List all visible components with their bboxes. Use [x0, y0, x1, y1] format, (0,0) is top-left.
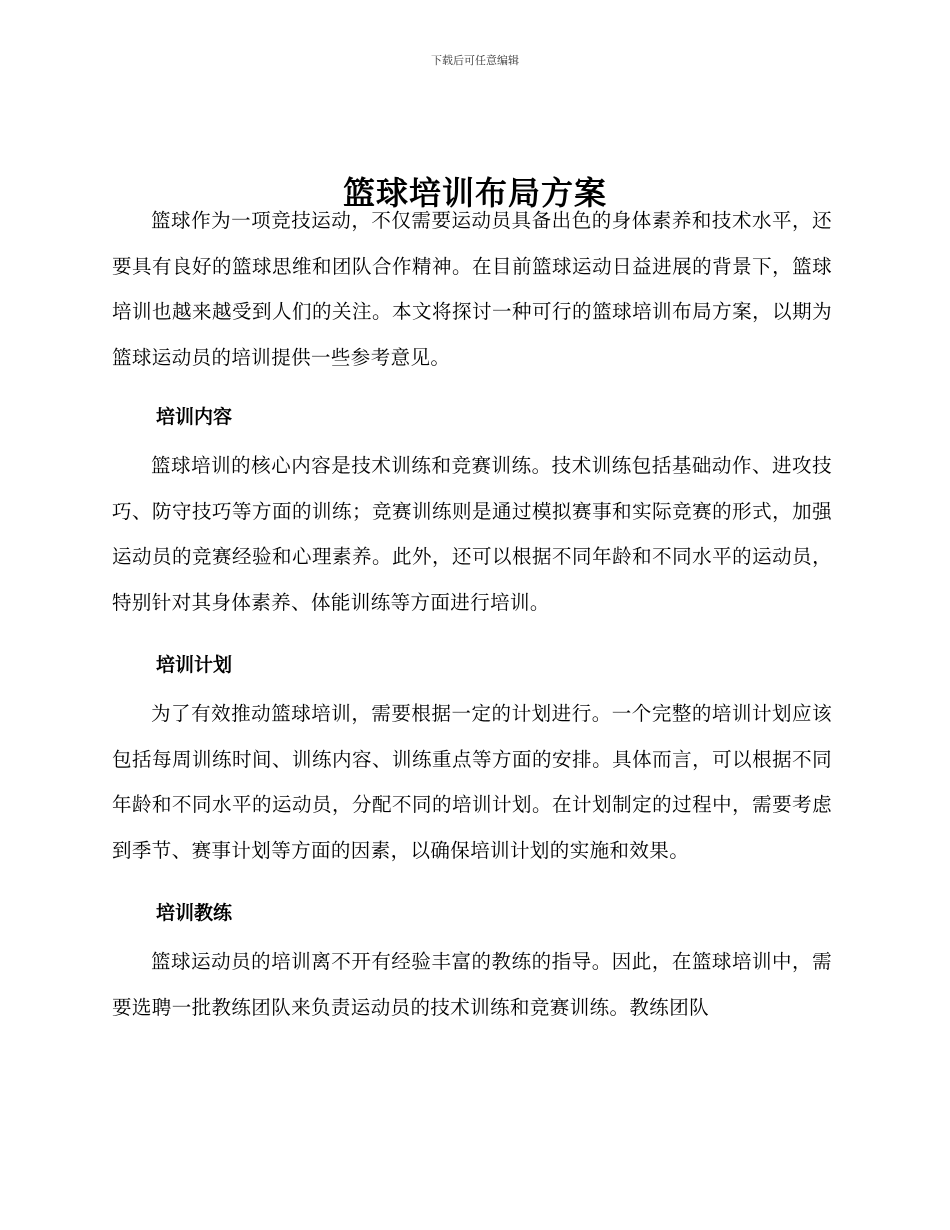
section-heading-training-coaches: 培训教练 — [156, 902, 233, 924]
document-title: 篮球培训布局方案 — [342, 174, 607, 213]
section-body-training-coaches: 篮球运动员的培训离不开有经验丰富的教练的指导。因此，在篮球培训中，需要选聘一批教练团队来负责运动员的技术训练和竞赛训练。教练团队 — [112, 950, 832, 1019]
section-heading-training-plan: 培训计划 — [156, 654, 233, 676]
document-body — [112, 198, 832, 1030]
intro-paragraph: 篮球作为一项竞技运动，不仅需要运动员具备出色的身体素养和技术水平，还要具有良好的篮球思维和团队合作精神。在目前篮球运动日益进展的背景下，篮球培训也越来越受到人们的关注。本文将探讨一种可行的篮球培训布局方案，以期为篮球运动员的培训提供一些参考意见。 — [112, 209, 832, 369]
section-body-training-plan: 为了有效推动篮球培训，需要根据一定的计划进行。一个完整的培训计划应该包括每周训练时间、训练内容、训练重点等方面的安排。具体而言，可以根据不同年龄和不同水平的运动员，分配不同的培训计划。在计划制定的过程中，需要考虑到季节、赛事计划等方面的因素，以确保培训计划的实施和效果。 — [112, 702, 832, 862]
section-heading-training-content: 培训内容 — [156, 406, 233, 428]
section-body-training-content: 篮球培训的核心内容是技术训练和竞赛训练。技术训练包括基础动作、进攻技巧、防守技巧等方面的训练；竞赛训练则是通过模拟赛事和实际竞赛的形式，加强运动员的竞赛经验和心理素养。此外，还可以根据不同年龄和不同水平的运动员，特别针对其身体素养、体能训练等方面进行培训。 — [112, 454, 832, 614]
header-note: 下载后可任意编辑 — [431, 54, 519, 67]
